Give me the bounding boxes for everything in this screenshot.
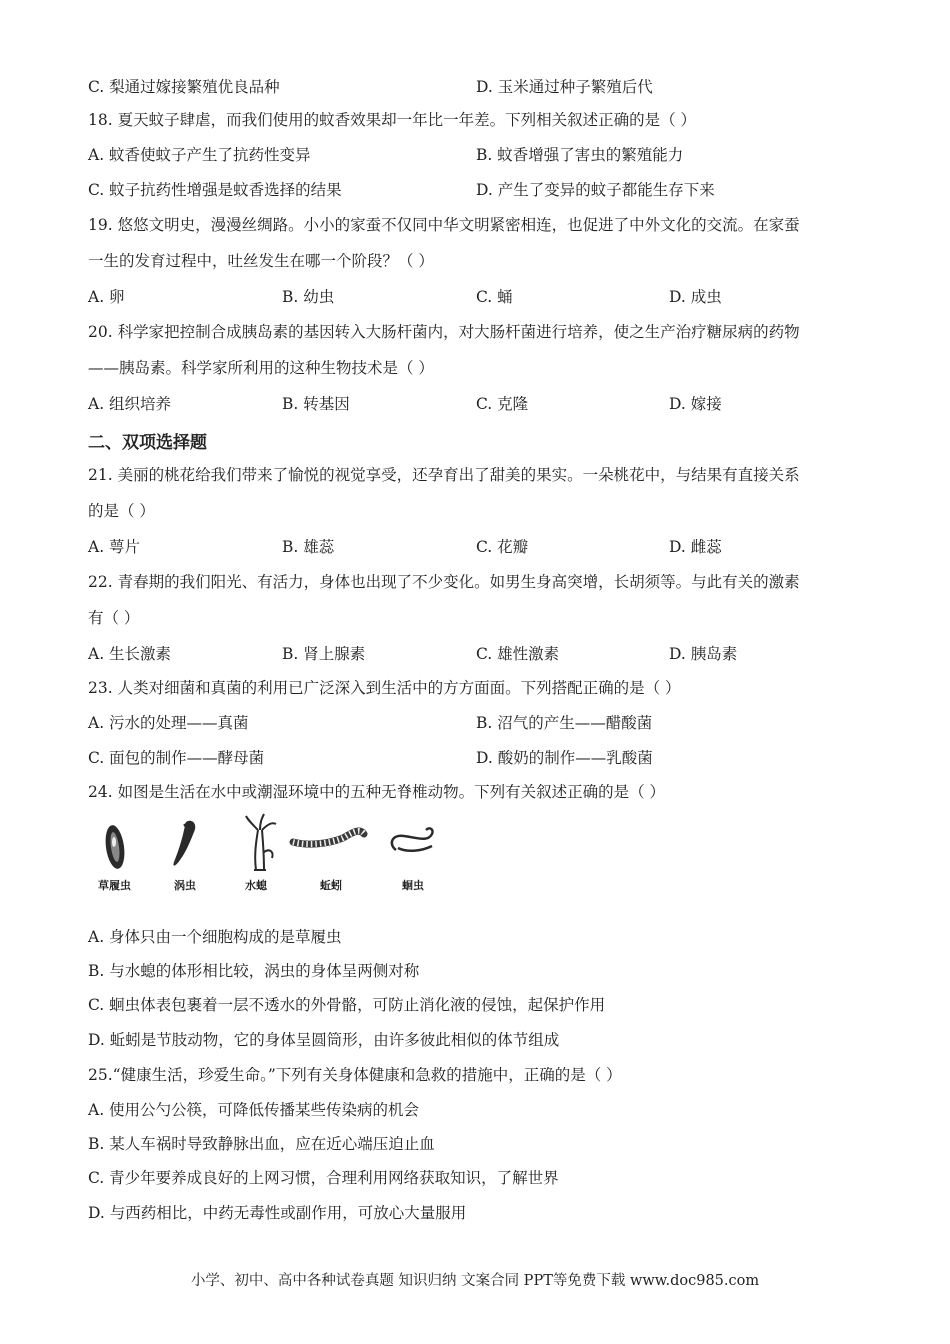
q18-option-b: B. 蚊香增强了害虫的繁殖能力	[476, 146, 684, 164]
q20-option-b: B. 转基因	[282, 395, 350, 413]
q23-option-a: A. 污水的处理——真菌	[88, 714, 249, 732]
invertebrates-figure	[88, 812, 448, 902]
q21-stem-line1: 21. 美丽的桃花给我们带来了愉悦的视觉享受，还孕育出了甜美的果实。一朵桃花中，与结果有直接关系	[88, 466, 800, 484]
q18-option-c: C. 蚊子抗药性增强是蚊香选择的结果	[88, 181, 342, 199]
q22-stem-line1: 22. 青春期的我们阳光、有活力，身体也出现了不少变化。如男生身高突增，长胡须等。与此有关的激素	[88, 573, 800, 591]
earthworm-drawing	[293, 831, 364, 844]
q20-stem-line2: ——胰岛素。科学家所利用的这种生物技术是（ ）	[88, 359, 434, 377]
q18-option-d: D. 产生了变异的蚊子都能生存下来	[476, 181, 715, 199]
q24-option-b: B. 与水螅的体形相比较，涡虫的身体呈两侧对称	[88, 962, 420, 980]
q21-stem-line2: 的是（ ）	[88, 502, 155, 520]
q21-option-b: B. 雄蕊	[282, 538, 335, 556]
q25-option-c: C. 青少年要养成良好的上网习惯，合理利用网络获取知识，了解世界	[88, 1169, 559, 1187]
q22-option-b: B. 肾上腺素	[282, 645, 366, 663]
q24-option-c: C. 蛔虫体表包裹着一层不透水的外骨骼，可防止消化液的侵蚀，起保护作用	[88, 996, 606, 1014]
q24-option-d: D. 蚯蚓是节肢动物，它的身体呈圆筒形，由许多彼此相似的体节组成	[88, 1031, 560, 1049]
q20-option-d: D. 嫁接	[669, 395, 722, 413]
q18-option-a: A. 蚊香使蚊子产生了抗药性变异	[88, 146, 311, 164]
q21-option-d: D. 雌蕊	[669, 538, 722, 556]
page-footer: 小学、初中、高中各种试卷真题 知识归纳 文案合同 PPT等免费下载 www.doc985.com	[190, 1273, 760, 1289]
q22-option-a: A. 生长激素	[88, 645, 172, 663]
paramecium-drawing	[103, 824, 127, 870]
q22-option-c: C. 雄性激素	[476, 645, 560, 663]
q21-option-a: A. 萼片	[88, 538, 141, 556]
q20-option-a: A. 组织培养	[88, 395, 172, 413]
q24-option-a: A. 身体只由一个细胞构成的是草履虫	[88, 928, 342, 946]
q25-stem: 25.“健康生活，珍爱生命。”下列有关身体健康和急救的措施中，正确的是（ ）	[88, 1066, 622, 1084]
q24-stem: 24. 如图是生活在水中或潮湿环境中的五种无脊椎动物。下列有关叙述正确的是（ ）	[88, 783, 666, 801]
planarian-label: 涡虫	[174, 879, 196, 892]
q17-option-c: C. 梨通过嫁接繁殖优良品种	[88, 78, 280, 96]
q17-option-d: D. 玉米通过种子繁殖后代	[476, 78, 653, 96]
q20-option-c: C. 克隆	[476, 395, 529, 413]
q22-option-d: D. 胰岛素	[669, 645, 738, 663]
q21-option-c: C. 花瓣	[476, 538, 529, 556]
q19-option-b: B. 幼虫	[282, 288, 335, 306]
q19-stem-line2: 一生的发育过程中，吐丝发生在哪一个阶段？（ ）	[88, 252, 434, 270]
q25-option-b: B. 某人车祸时导致静脉出血，应在近心端压迫止血	[88, 1135, 435, 1153]
planarian-drawing	[173, 821, 195, 866]
paramecium-label: 草履虫	[98, 879, 131, 892]
earthworm-label: 蚯蚓	[320, 879, 342, 892]
q23-stem: 23. 人类对细菌和真菌的利用已广泛深入到生活中的方方面面。下列搭配正确的是（ ）	[88, 679, 681, 697]
q23-option-d: D. 酸奶的制作——乳酸菌	[476, 749, 653, 767]
q23-option-c: C. 面包的制作——酵母菌	[88, 749, 265, 767]
q20-stem-line1: 20. 科学家把控制合成胰岛素的基因转入大肠杆菌内，对大肠杆菌进行培养，使之生产治疗糖尿病的药物	[88, 323, 800, 341]
section-heading: 二、双项选择题	[88, 433, 207, 453]
q25-option-d: D. 与西药相比，中药无毒性或副作用，可放心大量服用	[88, 1204, 467, 1222]
hydra-drawing	[246, 814, 276, 870]
roundworm-drawing	[392, 828, 433, 850]
q25-option-a: A. 使用公勺公筷，可降低传播某些传染病的机会	[88, 1101, 420, 1119]
q18-stem: 18. 夏天蚊子肆虐，而我们使用的蚊香效果却一年比一年差。下列相关叙述正确的是（ ）	[88, 111, 697, 129]
q19-stem-line1: 19. 悠悠文明史，漫漫丝绸路。小小的家蚕不仅同中华文明紧密相连，也促进了中外文化的交流。在家蚕	[88, 216, 800, 234]
q19-option-d: D. 成虫	[669, 288, 722, 306]
q22-stem-line2: 有（ ）	[88, 609, 140, 627]
hydra-label: 水螅	[245, 879, 267, 892]
roundworm-label: 蛔虫	[402, 879, 424, 892]
q19-option-a: A. 卵	[88, 288, 125, 306]
q19-option-c: C. 蛹	[476, 288, 513, 306]
q23-option-b: B. 沼气的产生——醋酸菌	[476, 714, 653, 732]
